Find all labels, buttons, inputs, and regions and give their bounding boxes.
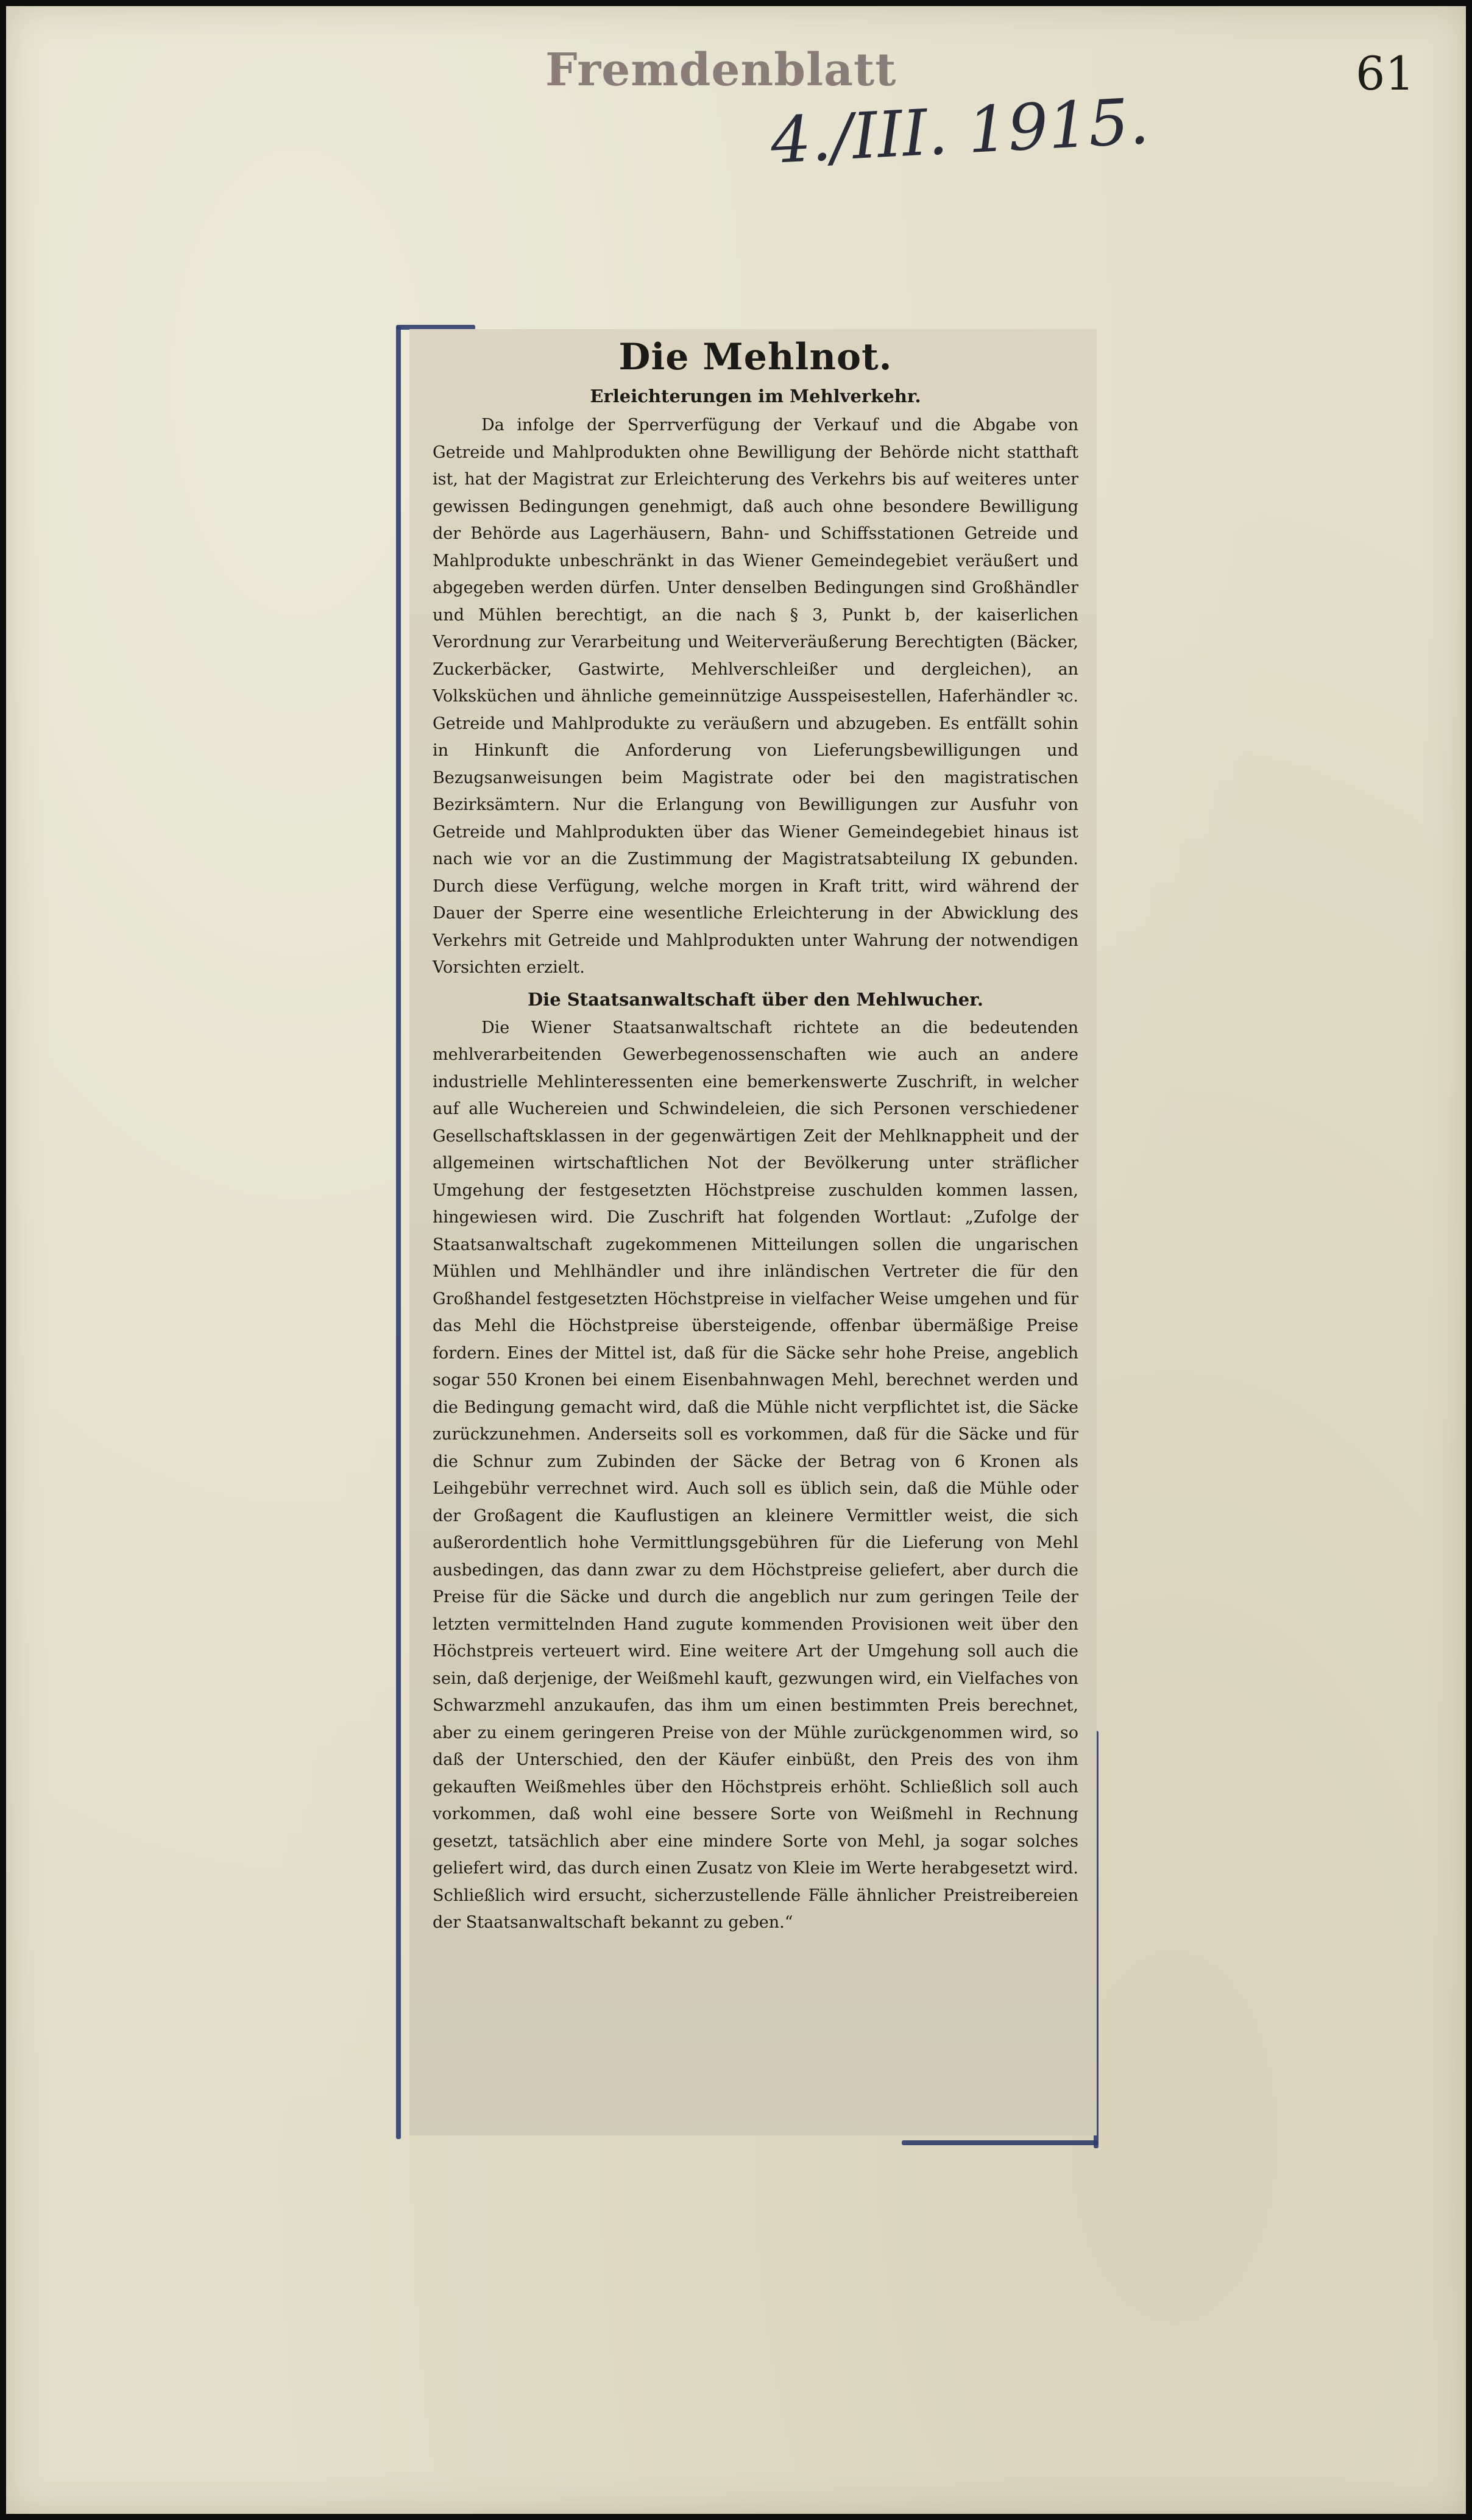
article-subheading: Erleichterungen im Mehlverkehr. [590, 386, 921, 406]
handwritten-date: 4./III. 1915. [768, 83, 1151, 178]
pencil-mark-left [396, 326, 401, 2139]
page-number: 61 [1356, 46, 1415, 101]
article-paragraph-2: Die Wiener Staatsanwaltschaft richtete an die bedeutenden mehlverarbeitenden Gewerbegenossenschaften wie auch an andere industrielle Mehlinteressenten eine bemerkenswerte Zuschrift, in welcher auf alle Wuchereien und Schwindeleien, die sich Personen verschiedener Gesellschaftsklassen in der gegenwärtigen Zeit der Mehlknappheit und der allgemeinen wirtschaftlichen Not der Bevölkerung unter sträflicher Umgehung der festgesetzten Höchstpreise zuschulden kommen lassen, hingewiesen wird. Die Zuschrift hat folgenden Wortlaut: „Zufolge der Staatsanwaltschaft zugekommenen Mitteilungen sollen die ungarischen Mühlen und Mehlhändler und ihre inländischen Vertreter die für den Großhandel festgesetzten Höchstpreise in vielfacher Weise umgehen und für das Mehl die Höchstpreise übersteigende, offenbar übermäßige Preise fordern. Eines der Mittel ist, daß für die Säcke sehr hohe Preise, angeblich sogar 550 Kronen bei einem Eisenbahnwagen Mehl, berechnet werden und die Bedingung gemacht wird, daß die Mühle nicht verpflichtet ist, die Säcke zurückzunehmen. Anderseits soll es vorkommen, daß für die Säcke und für die Schnur zum Zubinden der Säcke der Betrag von 6 Kronen als Leihgebühr verrechnet wird. Auch soll es üblich sein, daß die Mühle oder der Großagent die Kauflustigen an kleinere Vermittler weist, die sich außerordentlich hohe Vermittlungsgebühren für die Lieferung von Mehl ausbedingen, das dann zwar zu dem Höchstpreise geliefert, aber durch die Preise für die Säcke und durch die angeblich nur zum geringen Teile der letzten vermittelnden Hand zugute kommenden Provisionen weit über den Höchstpreis verteuert wird. Eine weitere Art der Umgehung soll auch die sein, daß derjenige, der Weißmehl kauft, gezwungen wird, ein Vielfaches von Schwarzmehl anzukaufen, das ihm um einen bestimmten Preis berechnet, aber zu einem geringeren Preise von der Mühle zurückgenommen wird, so daß der Unterschied, den der Käufer einbüßt, den Preis des von ihm gekauften Weißmehles über den Höchstpreis erhöht. Schließlich soll auch vorkommen, daß wohl eine bessere Sorte von Weißmehl in Rechnung gesetzt, tatsächlich aber eine mindere Sorte von Mehl, ja sogar solches geliefert wird, das durch einen Zusatz von Kleie im Werte herabgesetzt wird. Schließlich wird ersucht, sicherzustellende Fälle ähnlicher Preistreibereien der Staatsanwaltschaft bekannt zu geben.“ [433, 1018, 1078, 1932]
pencil-mark-bottom [902, 2140, 1098, 2145]
section-heading: Die Staatsanwaltschaft über den Mehlwucher. [528, 988, 983, 1010]
article-headline: Die Mehlnot. [618, 336, 893, 378]
source-stamp: Fremdenblatt [545, 44, 897, 96]
article-paragraph-1: Da infolge der Sperrverfügung der Verkauf und die Abgabe von Getreide und Mahlprodukten ohne Bewilligung der Behörde nicht statthaft ist, hat der Magistrat zur Erleichterung des Verkehrs bis auf weiteres unter gewissen Bedingungen genehmigt, daß auch ohne besondere Bewilligung der Behörde aus Lagerhäusern, Bahn- und Schiffsstationen Getreide und Mahlprodukte unbeschränkt in das Wiener Gemeindegebiet veräußert und abgegeben werden dürfen. Unter denselben Bedingungen sind Großhändler und Mühlen berechtigt, an die nach § 3, Punkt b, der kaiserlichen Verordnung zur Verarbeitung und Weiterveräußerung Berechtigten (Bäcker, Zuckerbäcker, Gastwirte, Mehlverschleißer und dergleichen), an Volksküchen und ähnliche gemeinnützige Ausspeisestellen, Haferhändler ꝛc. Getreide und Mahlprodukte zu veräußern und abzugeben. Es entfällt sohin in Hinkunft die Anforderung von Lieferungsbewilligungen und Bezugsanweisungen beim Magistrate oder bei den magistratischen Bezirksämtern. Nur die Erlangung von Bewilligungen zur Ausfuhr von Getreide und Mahlprodukten über das Wiener Gemeindegebiet hinaus ist nach wie vor an die Zustimmung der Magistratsabteilung IX gebunden. Durch diese Verfügung, welche morgen in Kraft tritt, wird während der Dauer der Sperre eine wesentliche Erleichterung in der Abwicklung des Verkehrs mit Getreide und Mahlprodukten unter Wahrung der notwendigen Vorsichten erzielt. [433, 416, 1078, 977]
newspaper-clipping [409, 329, 1097, 2135]
